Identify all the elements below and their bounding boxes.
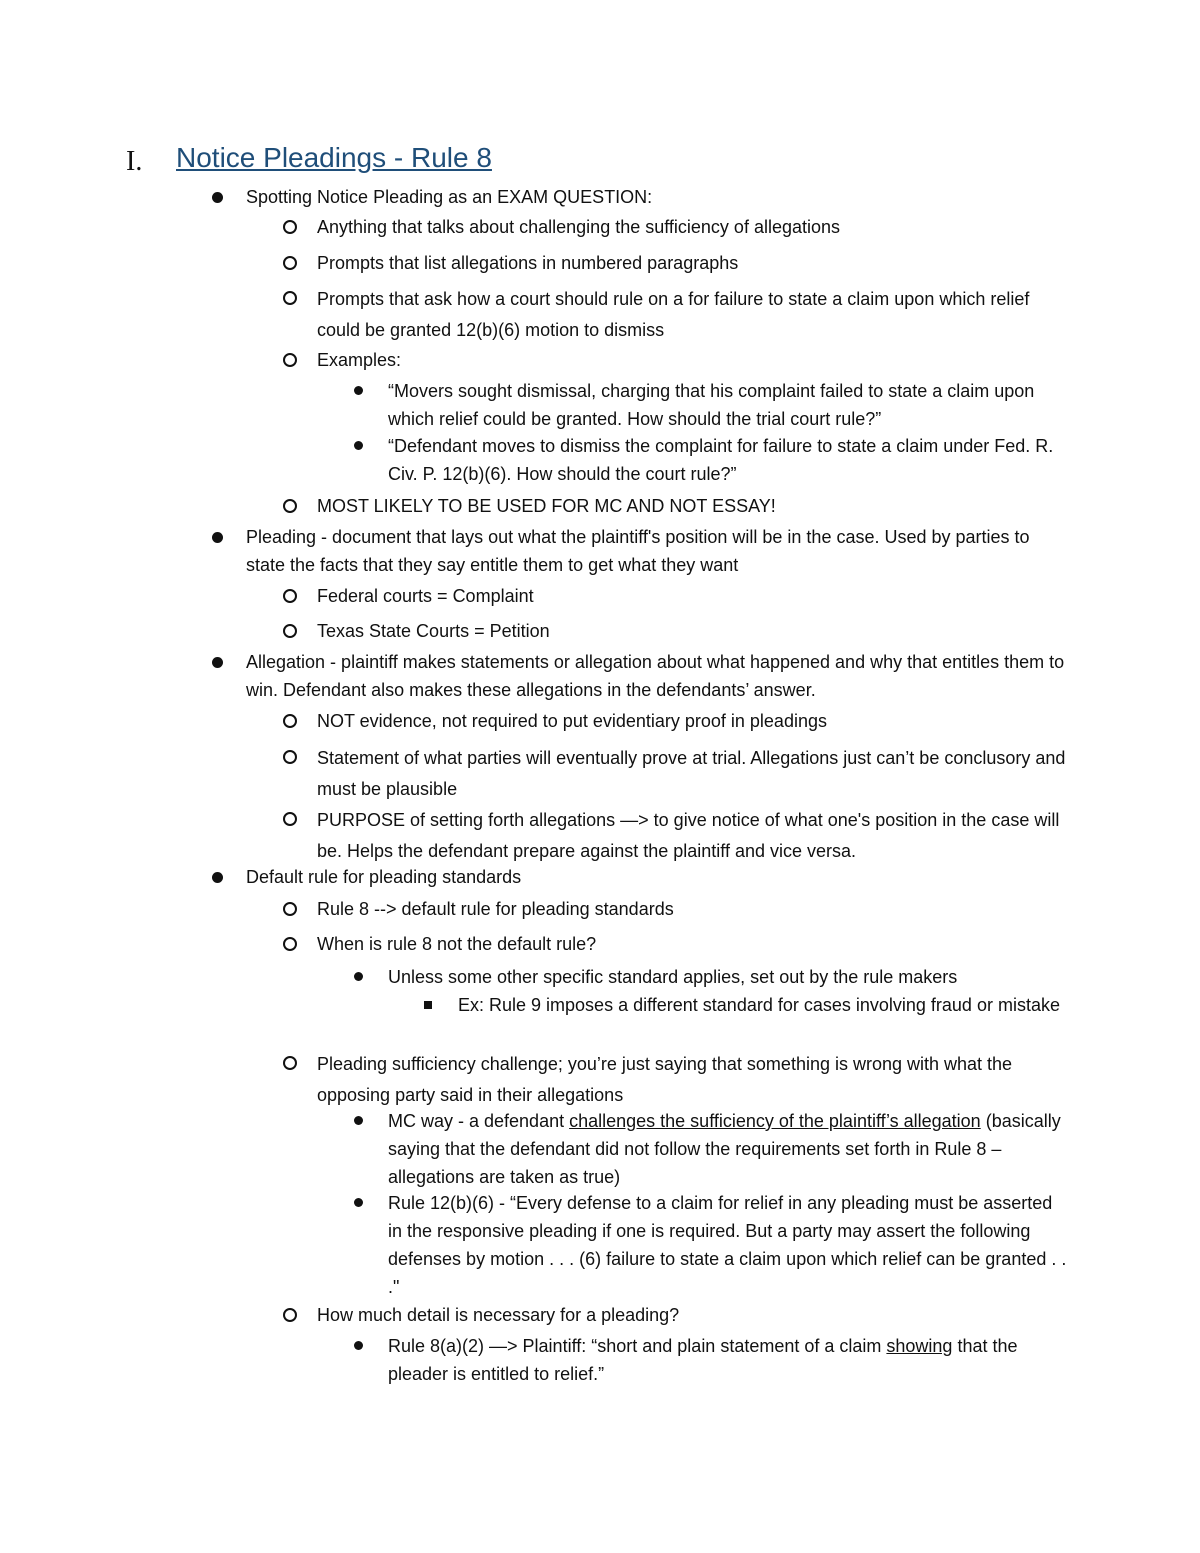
hollow-circle-icon (283, 220, 297, 234)
bullet-dot-icon (354, 1198, 363, 1207)
bullet-text: Rule 8 --> default rule for pleading standards (317, 899, 674, 919)
hollow-circle-icon (283, 812, 297, 826)
bullet-spotting (246, 183, 1066, 211)
underlined-text: showing (886, 1336, 953, 1356)
section-title[interactable]: Notice Pleadings - Rule 8 (176, 142, 492, 173)
bullet-text: “Defendant moves to dismiss the complaint for failure to state a claim under Fed. R. Civ. P. 12(b)(6). How should the court rule?” (388, 436, 1054, 484)
bullet-rule8a2 (388, 1332, 1068, 1388)
bullet-pleading (246, 523, 1066, 579)
bullet-text: Allegation - plaintiff makes statements or allegation about what happened and why that entitles them to win. Defendant also makes these allegations in the defendants’ answer. (246, 652, 1065, 700)
bullet-text: Prompts that list allegations in numbered paragraphs (317, 253, 739, 273)
underlined-text: challenges the sufficiency of the plaintiff’s allegation (569, 1111, 981, 1131)
bullet-text: Anything that talks about challenging the sufficiency of allegations (317, 217, 841, 237)
bullet-anything (317, 213, 1067, 241)
hollow-circle-icon (283, 624, 297, 638)
hollow-circle-icon (283, 1308, 297, 1322)
bullet-dot-icon (212, 532, 223, 543)
bullet-sufficiency (317, 1049, 1067, 1111)
bullet-text: Texas State Courts = Petition (317, 621, 550, 641)
bullet-text: Ex: Rule 9 imposes a different standard for cases involving fraud or mistake (458, 995, 1060, 1015)
hollow-circle-icon (283, 937, 297, 951)
hollow-circle-icon (283, 1056, 297, 1070)
bullet-examples (317, 346, 1067, 374)
bullet-when-not (317, 930, 1067, 958)
bullet-dot-icon (354, 1341, 363, 1350)
bullet-text: Prompts that ask how a court should rule on a for failure to state a claim upon which relief could be granted 12(b)(6) motion to dismiss (317, 289, 1030, 340)
bullet-rule12 (388, 1189, 1068, 1301)
hollow-circle-icon (283, 256, 297, 270)
bullet-text: NOT evidence, not required to put evidentiary proof in pleadings (317, 711, 827, 731)
bullet-ex-rule9 (458, 991, 1068, 1019)
bullet-dot-icon (212, 657, 223, 668)
bullet-text: Unless some other specific standard applies, set out by the rule makers (388, 967, 958, 987)
bullet-statement (317, 743, 1067, 805)
bullet-example-1 (388, 377, 1068, 433)
bullet-text: Spotting Notice Pleading as an EXAM QUESTION: (246, 187, 653, 207)
bullet-example-2 (388, 432, 1068, 488)
bullet-text: (basically saying that the defendant did not follow the requirements set forth in Rule 8 – allegations are taken as true) (388, 1111, 1061, 1187)
bullet-allegation (246, 648, 1066, 704)
bullet-default-rule (246, 863, 1066, 891)
bullet-text: Federal courts = Complaint (317, 586, 534, 606)
bullet-text: Pleading - document that lays out what the plaintiff's position will be in the case. Used by parties to state the facts that they say entitle them to get what they want (246, 527, 1030, 575)
bullet-text: Rule 12(b)(6) - “Every defense to a claim for relief in any pleading must be asserted in the responsive pleading if one is required. But a party may assert the following defenses by motion . . . (6) failure to state a claim upon which relief can be granted . . ." (388, 1193, 1067, 1297)
bullet-federal (317, 582, 1067, 610)
bullet-how-much (317, 1301, 1067, 1329)
hollow-circle-icon (283, 589, 297, 603)
bullet-unless (388, 963, 1068, 991)
bullet-dot-icon (354, 386, 363, 395)
hollow-circle-icon (283, 291, 297, 305)
bullet-text: Examples: (317, 350, 402, 370)
bullet-dot-icon (354, 441, 363, 450)
bullet-text: “Movers sought dismissal, charging that his complaint failed to state a claim upon which relief could be granted. How should the trial court rule?” (388, 381, 1035, 429)
bullet-texas (317, 617, 1067, 645)
hollow-circle-icon (283, 714, 297, 728)
bullet-text: Pleading sufficiency challenge; you’re just saying that something is wrong with what the opposing party said in their allegations (317, 1054, 1013, 1105)
bullet-text: MOST LIKELY TO BE USED FOR MC AND NOT ESSAY! (317, 496, 776, 516)
bullet-dot-icon (354, 1116, 363, 1125)
bullet-text: that the pleader is entitled to relief.” (388, 1336, 1018, 1384)
bullet-text: Default rule for pleading standards (246, 867, 522, 887)
bullet-mc-way (388, 1107, 1068, 1191)
bullet-text: Statement of what parties will eventually prove at trial. Allegations just can’t be conclusory and must be plausible (317, 748, 1066, 799)
bullet-text: Rule 8(a)(2) —> Plaintiff: “short and plain statement of a claim (388, 1336, 887, 1356)
bullet-text: MC way - a defendant (388, 1111, 570, 1131)
bullet-prompts-list (317, 249, 1067, 277)
bullet-dot-icon (212, 872, 223, 883)
bullet-dot-icon (354, 972, 363, 981)
bullet-text: When is rule 8 not the default rule? (317, 934, 597, 954)
bullet-purpose (317, 805, 1067, 867)
square-bullet-icon (424, 1001, 432, 1009)
bullet-dot-icon (212, 192, 223, 203)
hollow-circle-icon (283, 902, 297, 916)
bullet-not-evidence (317, 707, 1067, 735)
bullet-prompts-ask (317, 284, 1067, 346)
hollow-circle-icon (283, 353, 297, 367)
section-numeral: I. (126, 146, 143, 177)
hollow-circle-icon (283, 499, 297, 513)
bullet-most-likely (317, 492, 1067, 520)
bullet-text: PURPOSE of setting forth allegations —> to give notice of what one's position in the case will be. Helps the defendant prepare against the plaintiff and vice versa. (317, 810, 1060, 861)
hollow-circle-icon (283, 750, 297, 764)
bullet-rule8-default (317, 895, 1067, 923)
bullet-text: How much detail is necessary for a pleading? (317, 1305, 680, 1325)
